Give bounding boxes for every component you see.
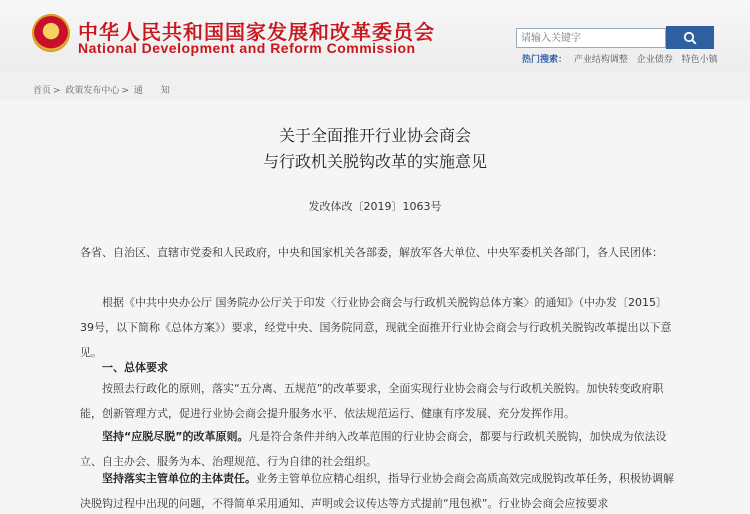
search-button[interactable] [666, 26, 714, 49]
principle1-text: 凡是符合条件并纳入改革范围的行业协会商会，都要与行政机关脱钩，加快成为依法设立、自主办会、服务为本、治理规范、行为自律的社会组织。 [80, 430, 667, 468]
hot-search-label: 热门搜索： [522, 55, 568, 65]
site-title-en[interactable]: National Development and Reform Commission [78, 40, 416, 56]
search-input[interactable] [516, 28, 666, 48]
document-number: 发改体改〔2019〕1063号 [308, 200, 442, 213]
section1-paragraph: 按照去行政化的原则，落实“五分离、五规范”的改革要求，全面实现行业协会商会与行政机关脱钩。加快转变政府职能，创新管理方式，促进行业协会商会提升服务水平、依法规范运行、健康有序发展、充分发挥作用。 [80, 382, 664, 420]
breadcrumb-separator: > [121, 86, 132, 96]
breadcrumb-home[interactable]: 首页 [33, 86, 52, 96]
addressee-paragraph: 各省、自治区、直辖市党委和人民政府，中央和国家机关各部委，解放军各大单位、中央军委机关各部门，各人民团体： [80, 246, 663, 259]
breadcrumb-separator: > [53, 86, 64, 96]
article-title-line1: 关于全面推开行业协会商会 [278, 126, 471, 145]
breadcrumb [33, 83, 172, 96]
hot-search-link[interactable]: 产业结构调整 [573, 55, 628, 65]
site-header [0, 0, 750, 72]
article-title-line2: 与行政机关脱钩改革的实施意见 [262, 152, 487, 171]
intro-paragraph: 根据《中共中央办公厅 国务院办公厅关于印发〈行业协会商会与行政机关脱钩总体方案〉的通知》（中办发〔2015〕39号，以下简称《总体方案》）要求，经党中央、国务院同意，现就全面推开行业协会商会与行政机关脱钩改革提出以下意见。 [80, 296, 672, 359]
hot-search-link[interactable]: 特色小镇 [681, 55, 718, 65]
principle1-heading: 坚持“应脱尽脱”的改革原则。 [102, 430, 249, 443]
principle2-heading: 坚持落实主管单位的主体责任。 [102, 472, 256, 485]
principle2-text: 业务主管单位应精心组织，指导行业协会商会高质高效完成脱钩改革任务，积极协调解决脱钩过程中出现的问题，不得简单采用通知、声明或会议传达等方式提前“甩包袱”。行业协会商会应按要求 [80, 472, 674, 510]
search-icon [683, 31, 697, 45]
national-emblem-icon [32, 14, 70, 52]
site-title-cn[interactable]: 中华人民共和国国家发展和改革委员会 [78, 20, 435, 44]
hot-search-link[interactable]: 企业债券 [636, 55, 673, 65]
principle2-paragraph [80, 466, 676, 514]
breadcrumb-notice[interactable]: 通 知 [133, 86, 170, 96]
breadcrumb-policy-center[interactable]: 政策发布中心 [65, 86, 120, 96]
hot-search-row [522, 52, 724, 65]
section-heading: 一、总体要求 [102, 361, 168, 374]
